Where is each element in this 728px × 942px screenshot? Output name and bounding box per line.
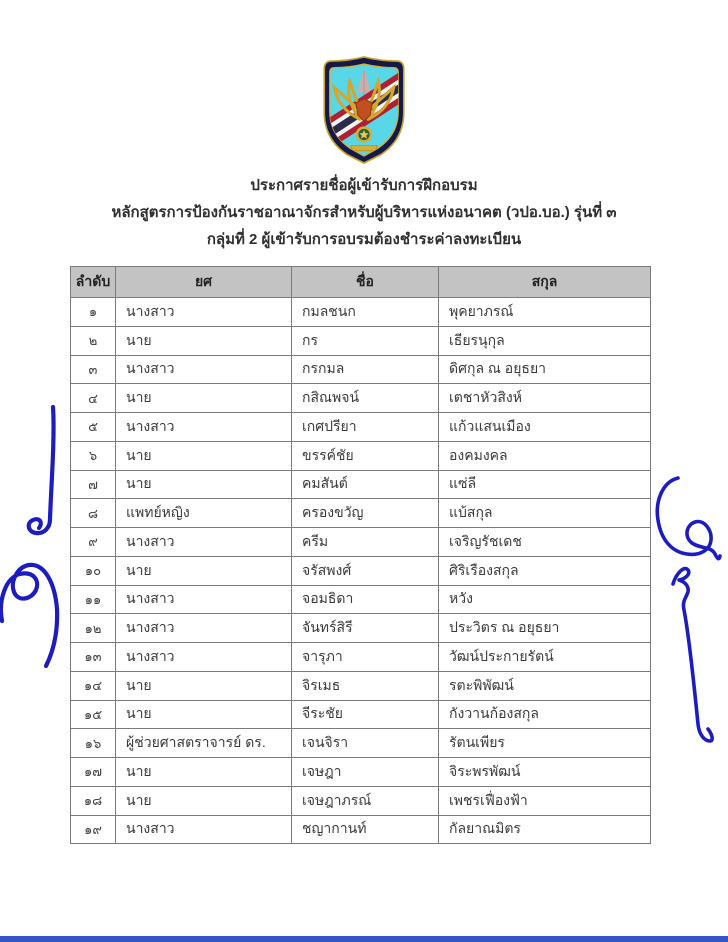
- cell-first-name: จันทร์สิรี: [292, 614, 439, 643]
- cell-last-name: หวัง: [439, 585, 651, 614]
- cell-first-name: จอมธิดา: [292, 585, 439, 614]
- cell-title: นางสาว: [116, 528, 292, 557]
- table-row: [71, 700, 651, 729]
- table-row: [71, 298, 651, 327]
- cell-last-name: พุคยาภรณ์: [439, 298, 651, 327]
- cell-no: ๑๓: [71, 643, 116, 672]
- table-row: [71, 643, 651, 672]
- document-title-block: [0, 172, 728, 253]
- cell-title: นาย: [116, 700, 292, 729]
- cell-first-name: กมลชนก: [292, 298, 439, 327]
- left-handwritten-signature: [0, 393, 80, 683]
- cell-first-name: เจษฎาภรณ์: [292, 786, 439, 815]
- bottom-scroll-bar: [0, 936, 728, 942]
- table-row: [71, 355, 651, 384]
- cell-no: ๒: [71, 326, 116, 355]
- cell-title: นาย: [116, 758, 292, 787]
- cell-first-name: จารุภา: [292, 643, 439, 672]
- cell-title: นางสาว: [116, 298, 292, 327]
- cell-title: นางสาว: [116, 643, 292, 672]
- cell-no: ๘: [71, 499, 116, 528]
- table-row: [71, 614, 651, 643]
- cell-no: ๔: [71, 384, 116, 413]
- cell-last-name: วัฒน์ประกายรัตน์: [439, 643, 651, 672]
- cell-last-name: แก้วแสนเมือง: [439, 413, 651, 442]
- cell-title: นางสาว: [116, 585, 292, 614]
- cell-no: ๖: [71, 441, 116, 470]
- roster-table-body: [71, 298, 651, 844]
- cell-last-name: รัตนเพียร: [439, 729, 651, 758]
- table-row: [71, 585, 651, 614]
- column-header-no: ลำดับ: [71, 267, 116, 298]
- table-row: [71, 786, 651, 815]
- cell-title: นาย: [116, 384, 292, 413]
- cell-last-name: เตชาหัวสิงห์: [439, 384, 651, 413]
- column-header-title: ยศ: [116, 267, 292, 298]
- cell-first-name: ขรรค์ชัย: [292, 441, 439, 470]
- cell-first-name: เกศปรียา: [292, 413, 439, 442]
- cell-title: นางสาว: [116, 815, 292, 844]
- table-row: [71, 528, 651, 557]
- table-row: [71, 671, 651, 700]
- table-row: [71, 326, 651, 355]
- table-row: [71, 758, 651, 787]
- cell-last-name: จิระพรพัฒน์: [439, 758, 651, 787]
- table-row: [71, 556, 651, 585]
- cell-title: นาย: [116, 326, 292, 355]
- cell-no: ๑๒: [71, 614, 116, 643]
- cell-last-name: เจริญรัชเดช: [439, 528, 651, 557]
- right-handwritten-signature: [642, 462, 728, 762]
- cell-no: ๑๖: [71, 729, 116, 758]
- cell-title: นางสาว: [116, 355, 292, 384]
- cell-last-name: แบ้สกุล: [439, 499, 651, 528]
- cell-title: นางสาว: [116, 413, 292, 442]
- trainee-roster-table: [70, 266, 650, 844]
- cell-first-name: ชญากานท์: [292, 815, 439, 844]
- cell-first-name: จีระชัย: [292, 700, 439, 729]
- cell-first-name: คมสันต์: [292, 470, 439, 499]
- cell-title: แพทย์หญิง: [116, 499, 292, 528]
- cell-no: ๙: [71, 528, 116, 557]
- cell-last-name: กัลยาณมิตร: [439, 815, 651, 844]
- column-header-firstname: ชื่อ: [292, 267, 439, 298]
- cell-title: นาย: [116, 786, 292, 815]
- cell-first-name: กร: [292, 326, 439, 355]
- cell-last-name: ศิริเรืองสกุล: [439, 556, 651, 585]
- table-row: [71, 384, 651, 413]
- title-line-1: ประกาศรายชื่อผู้เข้ารับการฝึกอบรม: [250, 177, 478, 194]
- cell-last-name: เธียรนุกุล: [439, 326, 651, 355]
- table-row: [71, 729, 651, 758]
- cell-last-name: แซ่ลี: [439, 470, 651, 499]
- cell-title: นางสาว: [116, 614, 292, 643]
- cell-first-name: เจนจิรา: [292, 729, 439, 758]
- cell-no: ๑๙: [71, 815, 116, 844]
- table-row: [71, 470, 651, 499]
- cell-first-name: จรัสพงศ์: [292, 556, 439, 585]
- cell-title: นาย: [116, 671, 292, 700]
- cell-last-name: ดิศกุล ณ อยุธยา: [439, 355, 651, 384]
- national-defence-college-emblem: [313, 55, 415, 165]
- cell-first-name: เจษฎา: [292, 758, 439, 787]
- cell-title: นาย: [116, 441, 292, 470]
- cell-first-name: จิรเมธ: [292, 671, 439, 700]
- cell-no: ๑๔: [71, 671, 116, 700]
- cell-last-name: กังวานก้องสกุล: [439, 700, 651, 729]
- title-line-3: กลุ่มที่ 2 ผู้เข้ารับการอบรมต้องชำระค่าลงทะเบียน: [206, 231, 522, 248]
- table-header-row: [71, 267, 651, 298]
- table-row: [71, 413, 651, 442]
- cell-last-name: รตะพิพัฒน์: [439, 671, 651, 700]
- cell-first-name: ครองขวัญ: [292, 499, 439, 528]
- cell-title: นาย: [116, 470, 292, 499]
- cell-last-name: ประวิตร ณ อยุธยา: [439, 614, 651, 643]
- cell-first-name: ครีม: [292, 528, 439, 557]
- table-row: [71, 441, 651, 470]
- table-row: [71, 815, 651, 844]
- cell-no: ๑๗: [71, 758, 116, 787]
- cell-last-name: เพชรเฟื่องฟ้า: [439, 786, 651, 815]
- cell-no: ๑: [71, 298, 116, 327]
- cell-first-name: กรกมล: [292, 355, 439, 384]
- title-line-2: หลักสูตรการป้องกันราชอาณาจักรสำหรับผู้บริหารแห่งอนาคต (วปอ.บอ.) รุ่นที่ ๓: [111, 204, 617, 221]
- cell-no: ๗: [71, 470, 116, 499]
- cell-title: ผู้ช่วยศาสตราจารย์ ดร.: [116, 729, 292, 758]
- cell-no: ๑๐: [71, 556, 116, 585]
- cell-no: ๑๑: [71, 585, 116, 614]
- cell-no: ๑๘: [71, 786, 116, 815]
- cell-no: ๑๕: [71, 700, 116, 729]
- column-header-lastname: สกุล: [439, 267, 651, 298]
- cell-last-name: องคมงคล: [439, 441, 651, 470]
- cell-title: นาย: [116, 556, 292, 585]
- cell-no: ๓: [71, 355, 116, 384]
- shield-emblem-icon: [313, 55, 415, 165]
- cell-first-name: กสิณพจน์: [292, 384, 439, 413]
- table-row: [71, 499, 651, 528]
- cell-no: ๕: [71, 413, 116, 442]
